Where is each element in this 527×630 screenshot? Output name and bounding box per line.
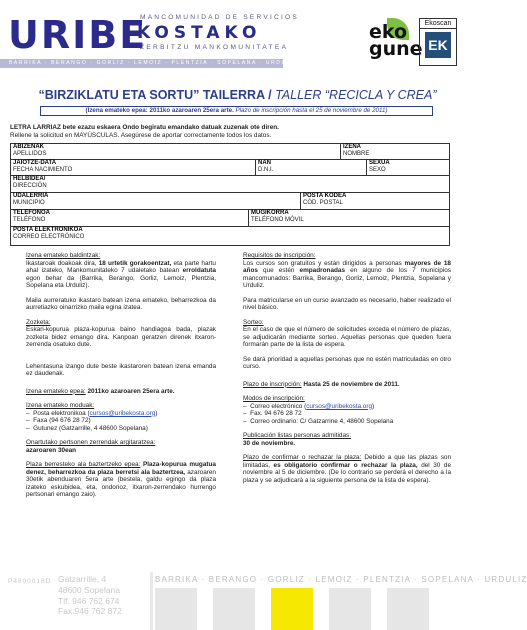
deadline-text-es: Hasta 25 de noviembre de 2011. bbox=[303, 380, 400, 388]
confirm-heading-eu: Plaza berresteko ala baztertzeko epea: bbox=[26, 461, 141, 468]
lists-heading-eu: Onartutako pertsonen zerrendak argitaratzea: bbox=[26, 439, 156, 446]
lists-date-es: 30 de noviembre. bbox=[243, 439, 296, 447]
page-title bbox=[10, 88, 465, 102]
email-link-eu[interactable]: cursos@uribekosta.org bbox=[89, 409, 156, 417]
instructions-spanish: Rellene la solicitud en MAYÚSCULAS. Asegúrese de aportar correctamente todos los datos. bbox=[10, 132, 272, 139]
birthdate-field[interactable] bbox=[11, 160, 256, 176]
postcode-label-eu: POSTA KODEA bbox=[303, 193, 347, 199]
header bbox=[0, 0, 474, 78]
address-label-eu: HELBIDEA/ bbox=[13, 176, 46, 182]
lists-date-eu: azaroaren 30ean bbox=[26, 446, 77, 454]
title-separator: / bbox=[268, 88, 272, 102]
address-field[interactable] bbox=[11, 176, 449, 193]
draw-text-eu-c: dira. Kanpoan geratzen direnek itxaron-zerrenda osatuko dute. bbox=[26, 333, 217, 348]
requirements-text-es-e: en alguno de los 7 municipios mancomunados: Barrika, Berango, Gorliz, Lemoiz, Plentzia, Sopelana y Urduliz. bbox=[243, 267, 451, 289]
name-label-eu: IZENA bbox=[343, 144, 361, 150]
deadline-basque: (Izena emateko epea: 2011ko azaroaren 25era arte. bbox=[85, 107, 234, 114]
method-email-close-es: ) bbox=[372, 402, 375, 410]
spanish-column: Requisitos de inscripción: Los cursos son gratuitos y están dirigidos a personas mayores de 18 años que estén empadronadas en alguno de los 7 municipios mancomunados: Barrika, Berango, Gorliz, Lemoiz, Plentzia, Sopelana y Urduliz. Para matricularse en un curso avanzado es necesario, haber realizado el nivel básico. Sorteo: En el caso de que el número de solicitudes exceda el número de plazas, se adjudicarán mediante sorteo. Aquellas personas que queden fuera formarán parte de la lista de espera. Se dará prioridad a aquellas personas que no estén matriculadas en otro curso. Plazo de inscripción: Hasta 25 de noviembre de 2011. Modos de inscripción: – Correo electrónico (cursos@uribekosta.org) – Fax. 94 676 28 72 – Correo ordinario: C/ Gatzarrine 4, 48600 Sopelana Publicación listas personas admitidas: 30 de noviembre. Plazo de confirmar o rechazar la plaza: Debido a que las plazas son limitadas, es obligatorio confirmar o rechazar la plaza, del 30 de noviembre al 5 de diciembre. (De lo contrario se perderá el derecho a la plaza y se adjudicará a la siguiente persona de la lista de espera). bbox=[243, 252, 452, 484]
address-label-es: DIRECCIÓN bbox=[13, 183, 47, 189]
method-post-eu: Gutunez (Gatzarrille, 4 48600 Sopelana) bbox=[33, 424, 148, 432]
requirements-heading-eu: Izena emateko baldintzak: bbox=[26, 252, 101, 259]
postcode-label-es: CÓD. POSTAL bbox=[303, 200, 343, 206]
instructions-basque-text: bete ezazu eskaera Ondo begiratu emandako datuak zuzenak ote diren. bbox=[62, 124, 279, 131]
instructions-basque bbox=[10, 124, 279, 131]
municipalities-band: BARRIKA · BERANGO · GORLIZ · LEMOIZ · PLENTZIA · SOPELANA · URDULIZ bbox=[0, 59, 283, 68]
email-label-es: CORREO ELECTRÓNICO bbox=[13, 234, 85, 240]
requirements-text-eu-e: egon behar da (Barrika, Berango, Gorliz, Lemoiz, Plentzia, Sopelana eta Urduliz). bbox=[26, 274, 216, 289]
methods-heading-es: Modos de inscripción: bbox=[243, 395, 305, 402]
footer-square-grey-3 bbox=[329, 588, 371, 630]
requirements-heading-es: Requisitos de inscripción: bbox=[243, 252, 316, 259]
method-email-close-eu: ) bbox=[155, 409, 158, 417]
title-basque: “BIRZIKLATU ETA SORTU” TAILERRA bbox=[38, 88, 265, 102]
sex-label-eu: SEXUA bbox=[369, 160, 390, 166]
ekoscan-label: Ekoscan bbox=[420, 19, 456, 29]
method-email-eu: Posta elektronikoa ( bbox=[33, 409, 90, 417]
footer-divider bbox=[150, 572, 153, 630]
birthdate-label-eu: JAIOTZE-DATA bbox=[13, 160, 57, 166]
footer-municipalities: BARRIKA · BERANGO · GORLIZ · LEMOIZ · PLENTZIA · SOPELANA · URDULIZ bbox=[155, 575, 527, 584]
email-label-eu: POSTA ELEKTRONIKOA bbox=[13, 227, 83, 233]
deadline-box bbox=[40, 106, 433, 116]
phone-field[interactable] bbox=[11, 210, 249, 227]
mobile-field[interactable] bbox=[249, 210, 449, 227]
sex-label-es: SEXO bbox=[369, 167, 386, 173]
requirements-age-es: mayores de 18 años bbox=[243, 259, 451, 274]
zerbitzu-label: ZERBITZU MANKOMUNITATEA bbox=[140, 44, 289, 51]
name-field[interactable] bbox=[341, 144, 449, 160]
footer-phone: Tlf. 946 762 674 bbox=[58, 595, 120, 606]
birthdate-label-es: FECHA NACIMIENTO bbox=[13, 167, 73, 173]
deadline-spanish: Plazo de inscripción hasta el 25 de noviembre de 2011) bbox=[235, 107, 388, 114]
deadline-heading-es: Plazo de inscripción: bbox=[243, 380, 302, 388]
surname-label-eu: ABIZENAK bbox=[13, 144, 44, 150]
dni-field[interactable] bbox=[256, 160, 367, 176]
surname-label-es: APELLIDOS bbox=[13, 151, 47, 157]
advanced-level-eu: Maila aurreratuko ikastaro batean izena emateko, beharrezkoa da aurretiazko oinarrizko maila egina izatea. bbox=[26, 296, 216, 311]
postcode-field[interactable] bbox=[301, 193, 449, 210]
municipality-label-eu: UDALERRIA bbox=[13, 193, 49, 199]
priority-es: Se dará prioridad a aquellas personas que no estén matriculadas en otro curso. bbox=[243, 355, 451, 370]
method-fax-eu: Faxa (94 676 28 72) bbox=[33, 417, 91, 424]
requirements-registered-es: empadronadas bbox=[299, 267, 346, 274]
deadline-text-eu: 2011ko azaroaren 25era arte. bbox=[87, 387, 175, 395]
mobile-label-es: TELÉFONO MÓVIL bbox=[251, 217, 304, 223]
method-email-es: Correo electrónico ( bbox=[250, 402, 307, 410]
name-label-es: NOMBRE bbox=[343, 151, 370, 157]
confirm-text-eu-a: Plaza-kopurua mugatua denez, beharrezkoa da plaza berretsi ala baztertzea, bbox=[26, 461, 216, 476]
confirm-text-eu-b: azaroaren 30etik abenduaren 5era arte (bestela, galdu egingo da plaza izateko eskubidea, eta, ondorioz, itxaron-zerrendako hurrengo pertsonari emango zaio). bbox=[26, 468, 216, 498]
sex-field[interactable] bbox=[367, 160, 449, 176]
draw-heading-eu: Zozketa: bbox=[26, 318, 51, 326]
kostako-wordmark: KOSTAKO bbox=[137, 23, 262, 43]
footer-fax: Fax:946 762 872 bbox=[58, 606, 122, 617]
dni-label-es: D.N.I. bbox=[258, 167, 274, 173]
draw-text-eu-b: emango bbox=[70, 333, 94, 341]
phone-label-es: TELÉFONO bbox=[13, 217, 46, 223]
lists-heading-es: Publicación listas personas admitidas: bbox=[243, 432, 351, 439]
deadline-heading-eu: Izena emateko epea: bbox=[26, 387, 86, 395]
footer-square-grey-1 bbox=[155, 588, 197, 630]
title-spanish: TALLER “RECICLA Y CREA” bbox=[275, 88, 437, 102]
draw-text-eu-a: Eskari-kopurua plaza-kopurua baino handiagoa bada, plazak zozketa bidez bbox=[26, 326, 216, 341]
application-form bbox=[10, 143, 450, 246]
mancomunidad-label: MANCOMUNIDAD DE SERVICIOS bbox=[140, 14, 299, 21]
municipality-label-es: MUNICIPIO bbox=[13, 200, 45, 206]
ekogune-logo bbox=[369, 18, 423, 66]
priority-eu: Lehentasuna izango dute beste ikastaroren batean izena emanda ez daudenak. bbox=[26, 362, 216, 377]
draw-heading-es: Sorteo: bbox=[243, 318, 264, 326]
methods-heading-eu: Izena emateko moduak: bbox=[26, 402, 95, 409]
footer-square-grey-4 bbox=[387, 588, 429, 630]
municipality-field[interactable] bbox=[11, 193, 301, 210]
method-fax-es: Fax. 94 676 28 72 bbox=[250, 410, 302, 417]
footer-square-yellow bbox=[271, 588, 313, 630]
requirements-age-eu: 18 urtetik gorakoentzat, bbox=[98, 259, 172, 267]
uribe-wordmark: URIBE bbox=[8, 13, 148, 57]
footer-cif: P4800018D bbox=[8, 578, 52, 585]
requirements-text-es-c: que estén bbox=[263, 267, 295, 274]
footer-street: Gatzarrille, 4 bbox=[58, 574, 107, 584]
confirm-text-es-b: es obligatorio confirmar o rechazar la plaza, bbox=[273, 461, 418, 469]
footer-city: 48600 Sopelana bbox=[58, 584, 120, 595]
confirm-heading-es: Plazo de confirmar o rechazar la plaza: bbox=[243, 454, 362, 461]
footer-address bbox=[58, 574, 122, 617]
requirements-registered-eu: erroldatuta bbox=[182, 267, 216, 274]
requirements-text-eu-a: Ikastaroak doakoak dira, bbox=[26, 259, 97, 267]
method-post-es: Correo ordinario: C/ Gatzarrine 4, 48600 Sopelana bbox=[250, 417, 394, 425]
mobile-label-eu: MUGIKORRA bbox=[251, 210, 289, 216]
dni-label-eu: NAN bbox=[258, 160, 271, 166]
email-link-es[interactable]: cursos@uribekosta.org bbox=[306, 402, 373, 410]
footer bbox=[0, 572, 527, 630]
confirm-text-es-a: Debido a que las plazas son limitadas, bbox=[243, 454, 452, 469]
email-field[interactable] bbox=[11, 227, 449, 245]
advanced-level-es: Para matricularse en un curso avanzado es necesario, haber realizado el nivel básico. bbox=[243, 296, 451, 311]
instructions-basque-bold: LETRA LARRIAZ bbox=[10, 124, 61, 131]
draw-text-es: En el caso de que el número de solicitudes exceda el número de plazas, se adjudicarán mediante sorteo. Aquellas personas que queden fuera formarán parte de la lista de espera. bbox=[243, 326, 451, 348]
basque-column: Izena emateko baldintzak: Ikastaroak doakoak dira, 18 urtetik gorakoentzat, eta parte hartu ahal izateko, Mankomunitateko 7 udaletako batean erroldatuta egon behar da (Barrika, Berango, Gorliz, Lemoiz, Plentzia, Sopelana eta Urduliz). Maila aurreratuko ikastaro batean izena emateko, beharrezkoa da aurretiazko oinarrizko maila egina izatea. Zozketa: Eskari-kopurua plaza-kopurua baino handiagoa bada, plazak zozketa bidez emango dira. Kanpoan geratzen direnek itxaron-zerrenda osatuko dute. Lehentasuna izango dute beste ikastaroren batean izena emanda ez daudenak. Izena emateko epea: 2011ko azaroaren 25era arte. Izena emateko moduak: – Posta elektronikoa (cursos@uribekosta.org) – Faxa (94 676 28 72) – Gutunez (Gatzarrille, 4 48600 Sopelana) Onartutako pertsonen zerrendak argitaratzea: azaroaren 30ean Plaza berresteko ala baztertzeko epea: Plaza-kopurua mugatua denez, beharrezkoa da plaza berretsi ala baztertzea, azaroaren 30etik abenduaren 5era arte (bestela, galdu egingo da plaza izateko eskubidea, eta, ondorioz, itxaron-zerrendako hurrengo pertsonari emango zaio). bbox=[26, 252, 217, 498]
confirm-text-es-c: del 30 de noviembre al 5 de diciembre. (De lo contrario se perderá el derecho a la plaza y se adjudicará a la siguiente persona de la lista de espera). bbox=[243, 461, 452, 484]
requirements-text-eu-c: eta parte hartu ahal izateko, Mankomunitateko 7 udaletako batean bbox=[26, 259, 216, 274]
ekoscan-mark: EK bbox=[425, 32, 451, 58]
requirements-text-es-a: Los cursos son gratuitos y están dirigidos a personas bbox=[243, 259, 402, 267]
phone-label-eu: TELEFONOA bbox=[13, 210, 50, 216]
ekogune-wordmark: eko gune bbox=[369, 21, 423, 60]
ekoscan-logo bbox=[419, 18, 457, 66]
surname-field[interactable] bbox=[11, 144, 341, 160]
footer-square-grey-2 bbox=[213, 588, 255, 630]
